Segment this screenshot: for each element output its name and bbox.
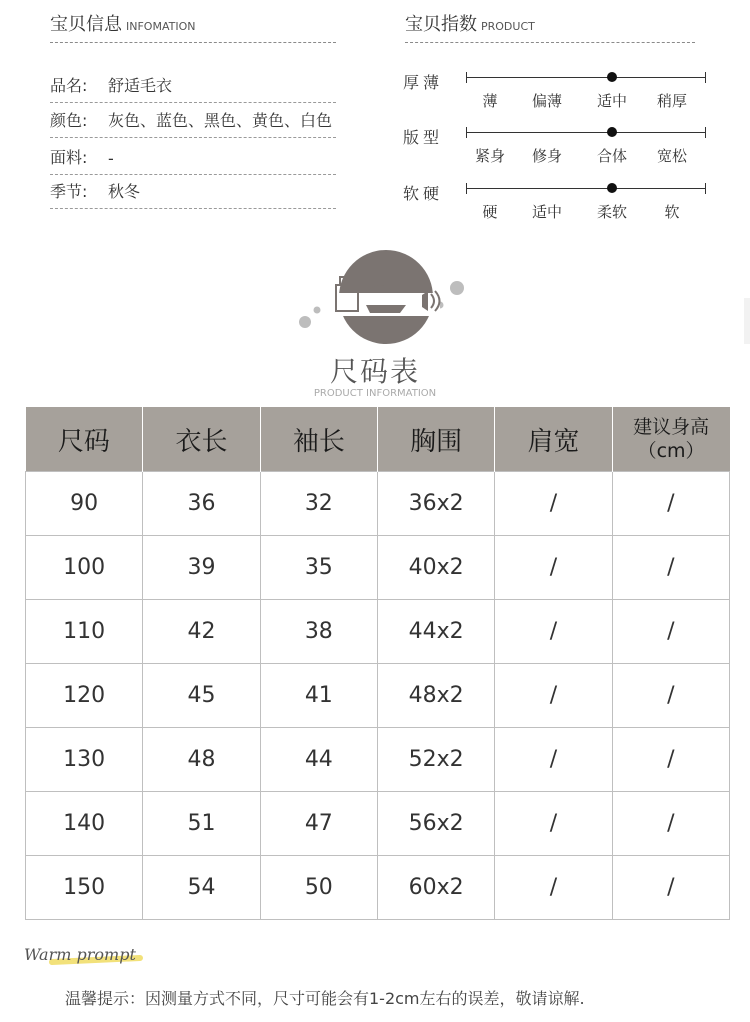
scale-track bbox=[466, 77, 706, 78]
scale-cap-left bbox=[466, 72, 467, 83]
size-chart-logo-icon bbox=[290, 245, 470, 350]
table-cell: 51 bbox=[143, 792, 260, 856]
index-section-subtitle: PRODUCT bbox=[481, 20, 535, 33]
table-cell: 120 bbox=[26, 664, 143, 728]
table-cell: 140 bbox=[26, 792, 143, 856]
table-cell: 36x2 bbox=[377, 472, 494, 536]
header-sleeve: 袖长 bbox=[260, 407, 377, 472]
table-cell: 60x2 bbox=[377, 856, 494, 920]
table-cell: / bbox=[612, 856, 729, 920]
scale-option: 硬 bbox=[482, 203, 498, 221]
scale-track bbox=[466, 132, 706, 133]
scale-cap-left bbox=[466, 127, 467, 138]
size-table bbox=[25, 407, 730, 920]
table-cell: 50 bbox=[260, 856, 377, 920]
info-row-season bbox=[50, 178, 336, 209]
table-row bbox=[26, 792, 730, 856]
header-shoulder: 肩宽 bbox=[495, 407, 612, 472]
header-height-label: 建议身高 bbox=[633, 416, 710, 438]
table-row bbox=[26, 728, 730, 792]
table-cell: 38 bbox=[260, 600, 377, 664]
warm-prompt-heading bbox=[22, 942, 172, 974]
table-row bbox=[26, 856, 730, 920]
scale-option: 柔软 bbox=[596, 203, 627, 221]
scale-option: 合体 bbox=[596, 147, 627, 165]
index-section-header bbox=[405, 10, 695, 43]
size-chart-subtitle: PRODUCT INFORMATION bbox=[313, 388, 437, 399]
header-size: 尺码 bbox=[26, 407, 143, 472]
table-cell: / bbox=[612, 600, 729, 664]
scale-cap-right bbox=[705, 183, 706, 194]
table-cell: / bbox=[495, 536, 612, 600]
table-cell: 32 bbox=[260, 472, 377, 536]
scale-selected-dot bbox=[607, 72, 617, 82]
table-cell: / bbox=[612, 792, 729, 856]
scale-label: 软硬 bbox=[403, 184, 444, 203]
decor-dot-icon bbox=[314, 307, 321, 314]
header-length: 衣长 bbox=[143, 407, 260, 472]
info-row-fabric bbox=[50, 144, 336, 175]
decor-dot-icon bbox=[299, 316, 311, 328]
scale-option: 适中 bbox=[596, 92, 627, 110]
info-section-title: 宝贝信息 bbox=[50, 14, 122, 35]
table-cell: 36 bbox=[143, 472, 260, 536]
table-cell: 130 bbox=[26, 728, 143, 792]
header-chest: 胸围 bbox=[377, 407, 494, 472]
scale-label: 厚薄 bbox=[403, 73, 444, 92]
header-height-unit: （cm） bbox=[637, 440, 705, 462]
table-cell: / bbox=[612, 536, 729, 600]
scale-option: 宽松 bbox=[656, 147, 687, 165]
table-row bbox=[26, 600, 730, 664]
info-section-header bbox=[50, 10, 336, 43]
table-cell: / bbox=[495, 600, 612, 664]
table-cell: / bbox=[612, 728, 729, 792]
scale-thickness bbox=[403, 70, 708, 120]
table-cell: 150 bbox=[26, 856, 143, 920]
scale-option: 稍厚 bbox=[656, 92, 687, 110]
table-cell: 44 bbox=[260, 728, 377, 792]
scale-track bbox=[466, 188, 706, 189]
table-cell: 47 bbox=[260, 792, 377, 856]
info-value: 灰色、蓝色、黑色、黄色、白色 bbox=[108, 111, 333, 130]
scale-fit bbox=[403, 125, 708, 175]
table-cell: 54 bbox=[143, 856, 260, 920]
scale-option: 紧身 bbox=[474, 147, 505, 165]
scale-label: 版型 bbox=[403, 128, 444, 147]
table-cell: 48 bbox=[143, 728, 260, 792]
scale-option: 薄 bbox=[482, 92, 498, 110]
table-cell: 100 bbox=[26, 536, 143, 600]
table-cell: 90 bbox=[26, 472, 143, 536]
table-cell: 110 bbox=[26, 600, 143, 664]
info-row-name bbox=[50, 72, 336, 103]
info-value: 秋冬 bbox=[108, 182, 141, 201]
table-cell: 40x2 bbox=[377, 536, 494, 600]
scale-option: 修身 bbox=[531, 147, 562, 165]
scale-option: 适中 bbox=[531, 203, 562, 221]
table-cell: 45 bbox=[143, 664, 260, 728]
size-chart-title: 尺码表 bbox=[329, 355, 420, 388]
table-cell: 42 bbox=[143, 600, 260, 664]
table-header-row bbox=[26, 407, 730, 472]
table-row bbox=[26, 664, 730, 728]
header-height bbox=[612, 407, 729, 472]
info-key: 品名: bbox=[50, 76, 88, 95]
table-cell: 44x2 bbox=[377, 600, 494, 664]
table-cell: / bbox=[495, 728, 612, 792]
table-cell: / bbox=[495, 664, 612, 728]
scale-cap-right bbox=[705, 127, 706, 138]
warm-tip-text: 温馨提示：因测量方式不同，尺寸可能会有1-2cm左右的误差，敬请谅解. bbox=[65, 989, 585, 1008]
table-cell: 48x2 bbox=[377, 664, 494, 728]
info-key: 面料: bbox=[50, 148, 88, 167]
table-cell: / bbox=[612, 472, 729, 536]
table-cell: 39 bbox=[143, 536, 260, 600]
info-section-subtitle: INFOMATION bbox=[126, 20, 196, 33]
info-key: 颜色: bbox=[50, 111, 88, 130]
table-row bbox=[26, 536, 730, 600]
scale-option: 软 bbox=[664, 203, 680, 221]
info-value: - bbox=[108, 149, 114, 168]
scale-cap-right bbox=[705, 72, 706, 83]
scale-option: 偏薄 bbox=[531, 92, 562, 110]
decor-dot-icon bbox=[450, 281, 464, 295]
info-value: 舒适毛衣 bbox=[108, 76, 173, 95]
table-cell: / bbox=[495, 856, 612, 920]
scale-selected-dot bbox=[607, 127, 617, 137]
edge-marker bbox=[744, 298, 750, 344]
table-cell: 56x2 bbox=[377, 792, 494, 856]
table-cell: / bbox=[495, 792, 612, 856]
scale-cap-left bbox=[466, 183, 467, 194]
index-section-title: 宝贝指数 bbox=[405, 14, 477, 35]
scale-selected-dot bbox=[607, 183, 617, 193]
table-cell: 35 bbox=[260, 536, 377, 600]
table-cell: / bbox=[612, 664, 729, 728]
table-cell: 52x2 bbox=[377, 728, 494, 792]
info-key: 季节: bbox=[50, 182, 88, 201]
scale-softness bbox=[403, 181, 708, 231]
table-row bbox=[26, 472, 730, 536]
info-row-color bbox=[50, 107, 336, 138]
table-cell: / bbox=[495, 472, 612, 536]
warm-prompt-script: Warm prompt bbox=[24, 945, 136, 964]
table-cell: 41 bbox=[260, 664, 377, 728]
